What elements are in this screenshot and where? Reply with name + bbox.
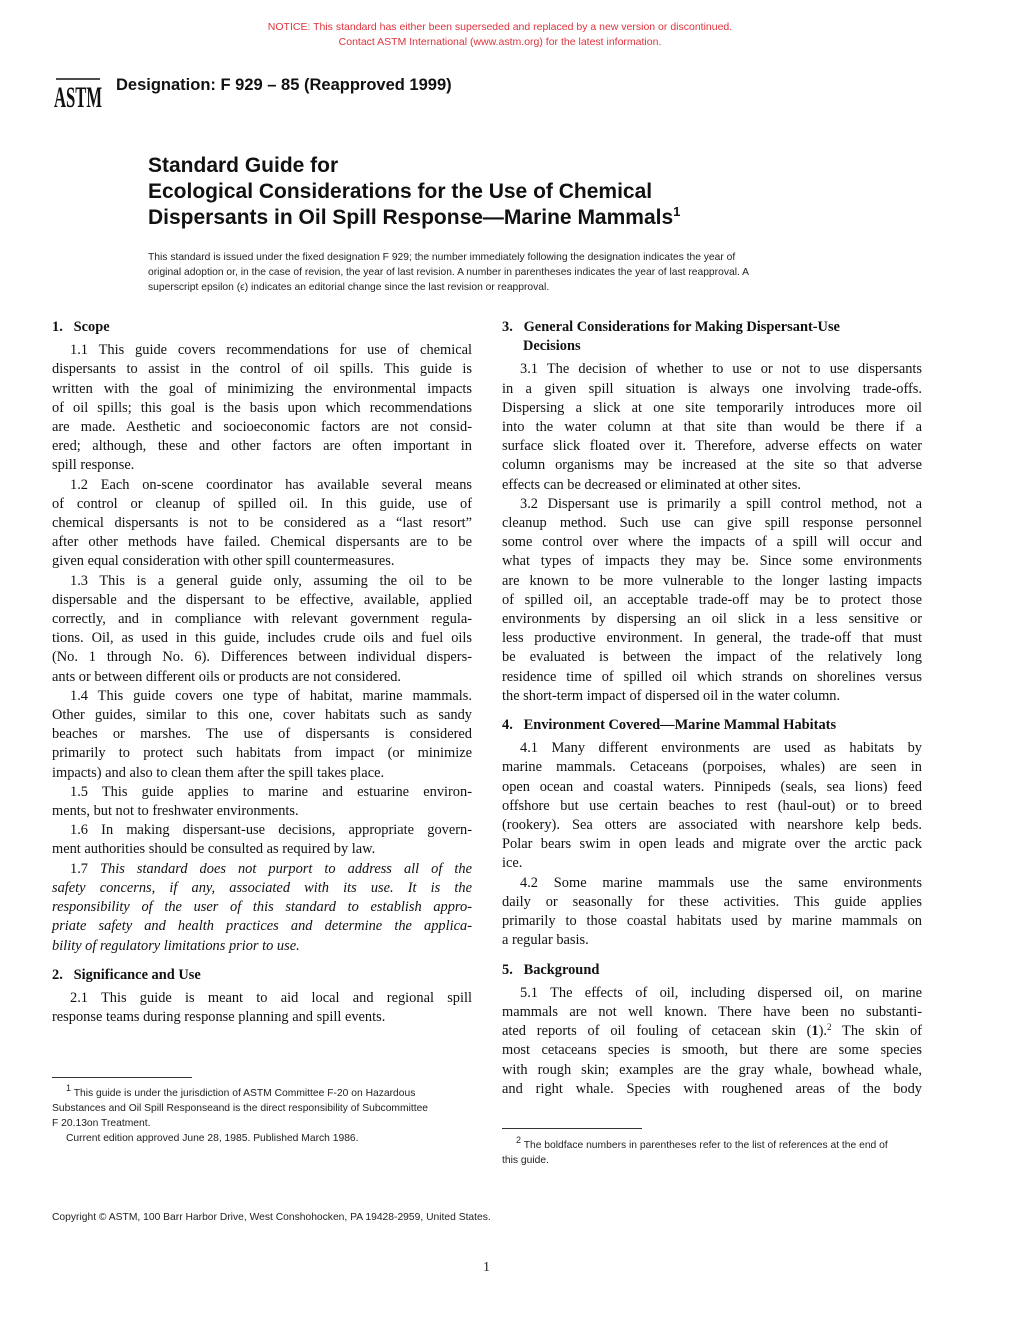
title-line-2: Ecological Considerations for the Use of Chemical	[148, 180, 653, 203]
paragraph-1-7	[52, 860, 472, 956]
text-line: with rough skin; examples are the gray whale, bowhead whale,	[502, 1061, 922, 1078]
reference-number: 1	[811, 1023, 819, 1040]
left-column	[52, 318, 472, 1027]
title-footnote-mark: 1	[673, 204, 681, 219]
text-line: ants or between different oils or products are not considered.	[52, 668, 401, 685]
text-line: mammals are not well known. There have been no substanti-	[502, 1003, 922, 1020]
text-line: 5.1 The effects of oil, including dispersed oil, on marine	[520, 984, 922, 1001]
text-line: Polar bears swim in open leads and migrate over the arctic pack	[502, 836, 922, 853]
copyright-notice: Copyright © ASTM, 100 Barr Harbor Drive, West Conshohocken, PA 19428-2959, United States.	[52, 1212, 491, 1223]
text-line: most cetaceans species is smooth, but there are some species	[502, 1042, 922, 1059]
text-line: 1.6 In making dispersant-use decisions, appropriate govern-	[70, 822, 472, 839]
footnote-divider-left	[52, 1077, 192, 1078]
text-line: impacts) and also to clean them after the spill takes place.	[52, 764, 385, 781]
text-line: cleanup method. Such use can give spill response personnel	[502, 515, 922, 532]
notice-line-1: NOTICE: This standard has either been superseded and replaced by a new version or discontinued.	[267, 21, 733, 33]
text-line: dispersants to assist in the control of oil spills. This guide is	[52, 361, 472, 378]
intro-line-1: This standard is issued under the fixed designation F 929; the number immediately following the designation indicates the year of	[148, 252, 736, 263]
text-line: correctly, and in compliance with relevant government regula-	[52, 611, 472, 628]
text-line: (rookery). Sea otters are associated with nearshore kelp beds.	[502, 817, 922, 834]
title-line-3: Dispersants in Oil Spill Response—Marine Mammals$^1$	[148, 204, 681, 229]
text-line: residence time of spilled oil which strands on shorelines versus	[502, 668, 922, 685]
text-line: 3.1 The decision of whether to use or not to use dispersants	[520, 361, 922, 378]
section-heading-general-considerations: 3. General Considerations for Making Dispersant-Use Decisions	[502, 319, 840, 355]
footnote-mark: 2	[827, 1022, 832, 1033]
footnote-1: 1 This guide is under the jurisdiction of ASTM Committee F-20 on Hazardous Substances and Oil Spill Responseand is the direct responsibility of Subcommittee F 20.13on Treatment. Current edition approved June 28, 1985. Published March 1986.	[52, 1083, 429, 1144]
text-line: of control or cleanup of spilled oil. In this guide, use of	[52, 495, 472, 512]
text-line: Other guides, similar to this one, cover habitats such as sandy	[52, 707, 472, 724]
text-line: in a given spill situation is always one involving trade-offs.	[502, 380, 922, 397]
text-line: effects can be decreased or eliminated at other sites.	[502, 476, 801, 493]
paragraph-1-1	[52, 341, 472, 475]
text-line: responsibility of the user of this standard to establish appro-	[52, 899, 472, 916]
text-line: what types of impacts they may be. Since some environments	[502, 553, 922, 570]
text-line: ments, but not to freshwater environments.	[52, 803, 299, 820]
text-line: beaches or marshes. The use of dispersants is considered	[52, 726, 472, 743]
text-line: 1.3 This is a general guide only, assuming the oil to be	[70, 572, 472, 589]
text-line: safety concerns, if any, associated with its use. It is the	[52, 879, 472, 896]
text-line: column organisms may be increased at the site so that adverse	[502, 457, 922, 474]
text-line: bility of regulatory limitations prior to use.	[52, 937, 300, 954]
section-heading-background: 5. Background	[502, 961, 600, 978]
text-line: primarily to protect such habitats from impact (or minimize	[52, 745, 472, 762]
text-line: the short-term impact of dispersed oil in the water column.	[502, 687, 841, 704]
title-line-1: Standard Guide for	[148, 154, 339, 177]
text-line: are known to be more vulnerable to the longer lasting impacts	[502, 572, 922, 589]
text-line: some control over where the impacts of a spill will occur and	[502, 534, 922, 551]
text-line: less productive environment. In general, the trade-off that must	[502, 630, 922, 647]
text-line: tions. Oil, as used in this guide, includes crude oils and fuel oils	[52, 630, 472, 647]
paragraph-2-1	[52, 989, 472, 1027]
astm-logo-text: ASTM	[54, 81, 102, 114]
text-line: 3.2 Dispersant use is primarily a spill control method, not a	[520, 495, 922, 512]
astm-logo	[52, 76, 104, 116]
intro-line-2: original adoption or, in the case of revision, the year of last revision. A number in parentheses indicates the year of last reapproval. A	[148, 267, 749, 278]
text-line: surface slick floated over it. Therefore, adverse effects on water	[502, 438, 922, 455]
text-line: 4.1 Many different environments are used as habitats by	[520, 740, 922, 757]
text-line: 1.2 Each on-scene coordinator has available several means	[70, 476, 472, 493]
text-line: ated reports of oil fouling of cetacean skin (1).$^2$ The skin of	[502, 1022, 923, 1040]
paragraph-5-1	[502, 984, 922, 1099]
text-line: open ocean and coastal waters. Pinnipeds (seals, sea lions) feed	[502, 778, 922, 795]
text-line: are made. Aesthetic and socioeconomic factors are not consid-	[52, 419, 472, 436]
text-line: be evaluated is between the impact of the relatively long	[502, 649, 922, 666]
issuance-statement	[148, 250, 838, 295]
text-line: priate safety and health practices and determine the applica-	[52, 918, 472, 935]
text-line: into the water column at that site than would be there if a	[502, 419, 922, 436]
text-line: 1.1 This guide covers recommendations for use of chemical	[70, 342, 472, 359]
paragraph-1-4	[52, 687, 472, 783]
document-title	[148, 153, 680, 231]
paragraph-4-1	[502, 739, 922, 873]
paragraph-1-3	[52, 572, 472, 687]
text-line: after other methods have failed. Chemical dispersants are to be	[52, 534, 472, 551]
text-line: response teams during response planning and spill events.	[52, 1009, 386, 1026]
text-line: 1.5 This guide applies to marine and estuarine environ-	[70, 783, 472, 800]
paragraph-1-2	[52, 476, 472, 572]
section-heading-significance: 2. Significance and Use	[52, 966, 201, 983]
text-line: given equal consideration with other spill countermeasures.	[52, 553, 395, 570]
text-line: of oil spills; this goal is the basis upon which recommendations	[52, 399, 472, 416]
notice-line-2: Contact ASTM International (www.astm.org) for the latest information.	[338, 35, 662, 48]
intro-line-3: superscript epsilon (ϵ) indicates an editorial change since the last revision or reapproval.	[148, 282, 550, 293]
text-line: offshore but use certain beaches to rest (haul-out) or to breed	[502, 797, 922, 814]
section-heading-scope: 1. Scope	[52, 319, 110, 335]
text-line: and right whale. Species with roughened areas of the body	[502, 1080, 922, 1097]
text-line: environments by dispersing an oil slick in a less sensitive or	[502, 611, 922, 628]
text-line: 1.7 This standard does not purport to address all of the	[70, 860, 472, 877]
text-line: of spilled oil, an acceptable trade-off may be to protect those	[502, 591, 922, 608]
text-line: ment authorities should be consulted as required by law.	[52, 841, 376, 858]
text-line: dispersable and the dispersant to be effective, available, applied	[52, 591, 472, 608]
text-line: 2.1 This guide is meant to aid local and regional spill	[70, 989, 472, 1006]
right-column	[502, 318, 922, 1099]
text-line: spill response.	[52, 457, 135, 474]
text-line: ice.	[502, 855, 523, 872]
text-line: primarily to those coastal habitats used by marine mammals on	[502, 913, 922, 930]
page-number: 1	[483, 1260, 490, 1275]
designation: Designation: F 929 – 85 (Reapproved 1999)	[116, 76, 452, 94]
paragraph-1-6	[52, 821, 472, 859]
footnote-2: 2 The boldface numbers in parentheses refer to the list of references at the end of this guide.	[502, 1135, 888, 1166]
section-heading-environment: 4. Environment Covered—Marine Mammal Habitats	[502, 717, 837, 734]
text-line: 4.2 Some marine mammals use the same environments	[520, 874, 922, 891]
paragraph-3-2	[502, 495, 922, 706]
paragraph-1-5	[52, 783, 472, 821]
supersession-notice	[0, 20, 1000, 49]
text-line: ered; although, these and other factors are often important in	[52, 438, 472, 455]
text-line: 1.4 This guide covers one type of habitat, marine mammals.	[70, 687, 472, 704]
paragraph-4-2	[502, 874, 922, 951]
text-line: marine mammals. Cetaceans (porpoises, whales) are seen in	[502, 759, 922, 776]
text-line: chemical dispersants is not to be considered as a “last resort”	[52, 515, 472, 532]
text-line: daily or seasonally for these activities. This guide applies	[502, 893, 922, 910]
text-line: (No. 1 through No. 6). Differences between individual dispers-	[52, 649, 472, 666]
text-line: Dispersing a slick at one site temporarily introduces more oil	[502, 399, 922, 416]
footnote-divider-right	[502, 1128, 642, 1129]
text-line: written with the goal of minimizing the environmental impacts	[52, 380, 472, 397]
paragraph-3-1	[502, 360, 922, 494]
text-line: a regular basis.	[502, 932, 589, 949]
